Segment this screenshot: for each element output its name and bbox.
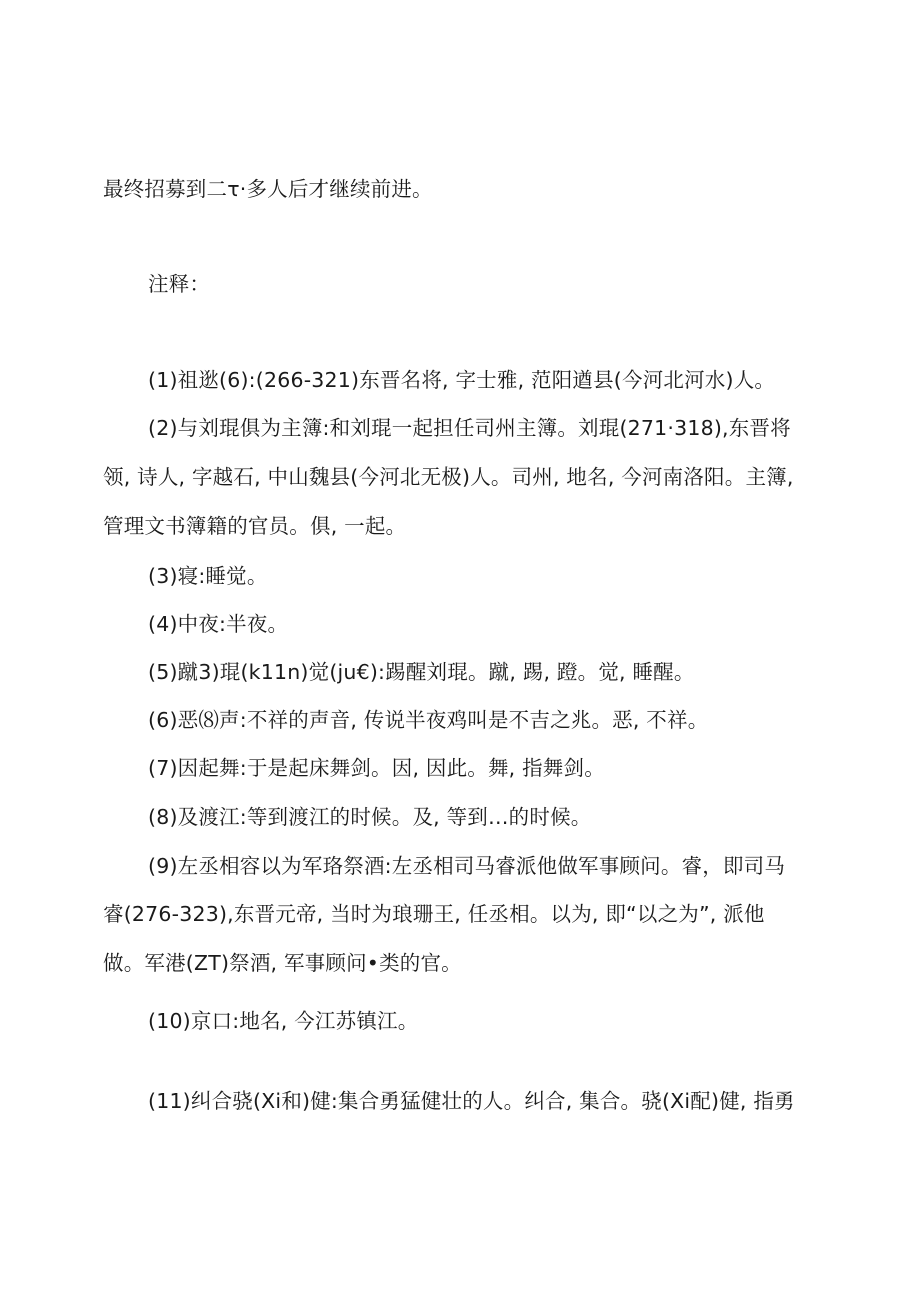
note-line: 领, 诗人, 字越石, 中山魏县(今河北无极)人。司州, 地名, 今河南洛阳。主簿, (103, 465, 794, 489)
note-line: (9)左丞相容以为军珞祭酒:左丞相司马睿派他做军事顾问。睿，即司马 (148, 854, 786, 878)
note-line: (5)蹴3)琨(k11n)觉(ju€):踢醒刘琨。蹴, 踢, 蹬。觉, 睡醒。 (148, 660, 695, 684)
note-line: (2)与刘琨俱为主簿:和刘琨一起担任司州主簿。刘琨(271·318),东晋将 (148, 416, 791, 440)
note-line: (11)纠合骁(Xi和)健:集合勇猛健壮的人。纠合, 集合。骁(Xi配)健, 指勇 (148, 1089, 795, 1113)
note-line: (1)祖逖(6):(266-321)东晋名将, 字士雅, 范阳遒县(今河北河水)人。 (148, 368, 776, 392)
note-line: 管理文书簿籍的官员。俱, 一起。 (103, 514, 407, 538)
note-line: (10)京口:地名, 今江苏镇江。 (148, 1009, 419, 1033)
note-line: 做。军港(ZT)祭酒, 军事顾问•类的官。 (103, 951, 462, 975)
intro-tail-line: 最终招募到二τ·多人后才继续前进。 (103, 177, 433, 201)
note-line: (7)因起舞:于是起床舞剑。因, 因此。舞, 指舞剑。 (148, 756, 605, 780)
note-line: (8)及渡江:等到渡江的时候。及, 等到…的时候。 (148, 805, 592, 829)
note-line: 睿(276-323),东晋元帝, 当时为琅珊王, 任丞相。以为, 即“以之为”, 派他 (103, 902, 765, 926)
notes-heading: 注释： (148, 272, 211, 296)
note-line: (4)中夜:半夜。 (148, 612, 289, 636)
note-line: (3)寝:睡觉。 (148, 564, 268, 588)
note-line: (6)恶⑻声:不祥的声音, 传说半夜鸡叫是不吉之兆。恶, 不祥。 (148, 708, 709, 732)
